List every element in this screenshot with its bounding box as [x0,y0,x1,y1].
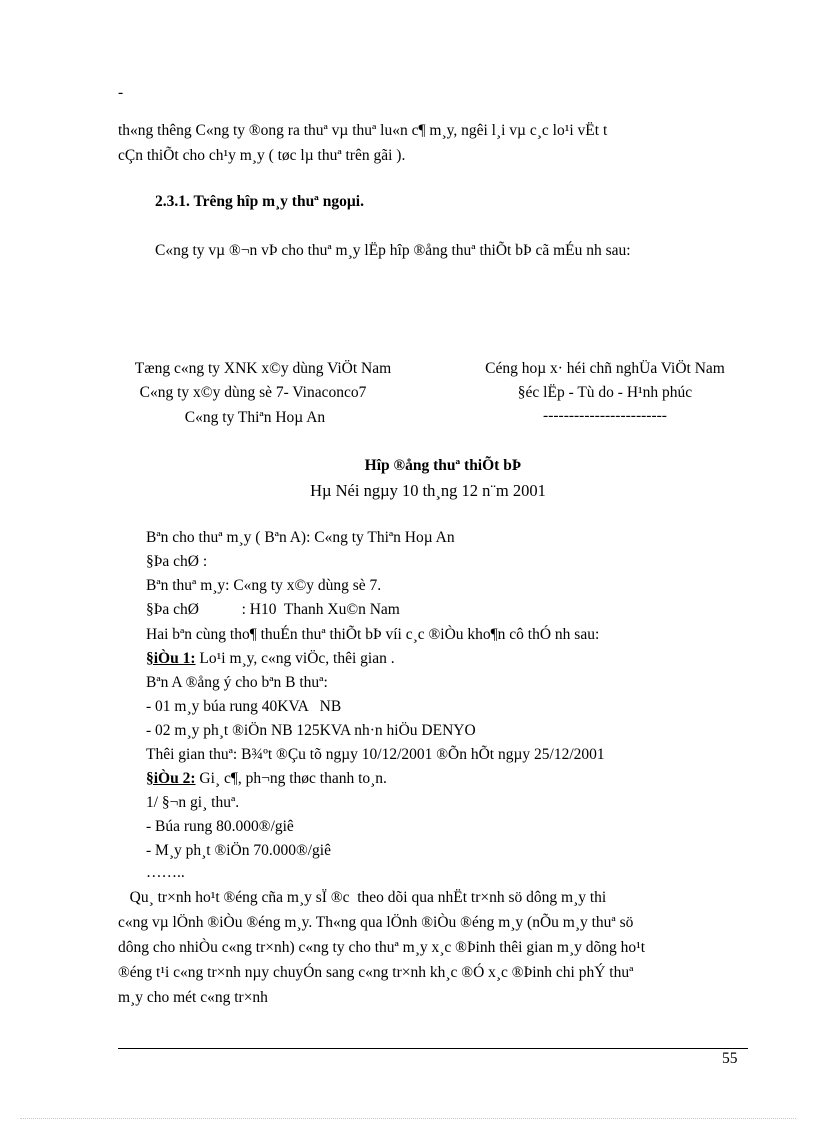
article-2-line: - Búa rung 80.000®/giê [146,818,294,835]
article-1-heading [146,648,395,670]
section-intro: C«ng ty vµ ®¬n vÞ cho thuª m¸y lËp hîp ®ång thuª thiÕt bÞ cã mÉu nh sau: [155,242,631,259]
article-2-heading [146,768,387,790]
header-right-line: §éc lËp - Tù do - H¹nh phúc [517,384,693,401]
intro-line: th«ng thêng C«ng ty ®ong ra thuª vµ thuª lu«n c¶ m¸y, ngêi l¸i vµ c¸c lo¹i vËt t [118,122,608,139]
contract-date: Hµ Néi ngµy 10 th¸ng 12 n¨m 2001 [310,481,546,500]
header-right-line: Céng hoµ x· héi chñ nghÜa ViÖt Nam [485,360,725,377]
contract-line: Bªn cho thuª m¸y ( Bªn A): C«ng ty Thiªn Hoµ An [146,529,455,546]
header-left-line: C«ng ty x©y dùng sè 7- Vinaconco7 [139,384,367,401]
article-1-line: - 02 m¸y ph¸t ®iÖn NB 125KVA nh·n hiÖu DENYO [146,722,476,739]
article-2-line: …….. [146,864,185,881]
section-heading: 2.3.1. Trêng hîp m¸y thuª ngoµi. [155,193,364,210]
article-2-label: §iÒu 2: [146,770,196,787]
contract-line: §Þa chØ : [146,553,208,570]
closing-line: ®éng t¹i c«ng tr×nh nµy chuyÓn sang c«ng tr×nh kh¸c ®Ó x¸c ®Þinh chi phÝ thuª [118,964,634,981]
article-1-title: Lo¹i m¸y, c«ng viÖc, thêi gian . [195,650,395,667]
article-2-title: Gi¸ c¶, ph¬ng thøc thanh to¸n. [195,770,387,787]
article-2-line: 1/ §¬n gi¸ thuª. [146,794,240,811]
header-right-line: ------------------------ [543,407,667,424]
closing-line: c«ng vµ lÖnh ®iÒu ®éng m¸y. Th«ng qua lÖnh ®iÒu ®éng m¸y (nÕu m¸y thuª sö [118,914,634,931]
article-1-line: Bªn A ®ång ý cho bªn B thuª: [146,674,328,691]
contract-line: §Þa chØ : H10 Thanh Xu©n Nam [146,601,400,618]
article-1-line: Thêi gian thuª: B¾ºt ®Çu tõ ngµy 10/12/2001 ®Õn hÕt ngµy 25/12/2001 [146,746,605,763]
header-left-line: C«ng ty Thiªn Hoµ An [184,409,326,426]
closing-line: Qu¸ tr×nh ho¹t ®éng cña m¸y sÏ ®c theo dõi qua nhËt tr×nh sö dông m¸y thi [118,889,607,906]
contract-line: Bªn thuª m¸y: C«ng ty x©y dùng sè 7. [146,577,382,594]
closing-line: dông cho nhiÒu c«ng tr×nh) c«ng ty cho thuª m¸y x¸c ®Þinh thêi gian m¸y dõng ho¹t [118,939,646,956]
contract-title: Hîp ®ång thuª thiÕt bÞ [364,457,522,474]
article-2-line: - M¸y ph¸t ®iÖn 70.000®/giê [146,842,331,859]
header-left-line: Tæng c«ng ty XNK x©y dùng ViÖt Nam [134,360,392,377]
closing-line: m¸y cho mét c«ng tr×nh [118,989,268,1006]
footer-divider [118,1048,748,1049]
intro-line: cÇn thiÕt cho ch¹y m¸y ( tøc lµ thuª trên gãi ). [118,147,406,164]
page-edge-dotted-line [20,1118,796,1119]
page-number: 55 [722,1050,738,1067]
article-1-label: §iÒu 1: [146,650,196,667]
article-1-line: - 01 m¸y búa rung 40KVA NB [146,698,342,715]
dash-mark: - [118,84,124,101]
contract-line: Hai bªn cùng tho¶ thuÉn thuª thiÕt bÞ víi c¸c ®iÒu kho¶n cô thÓ nh sau: [146,626,600,643]
